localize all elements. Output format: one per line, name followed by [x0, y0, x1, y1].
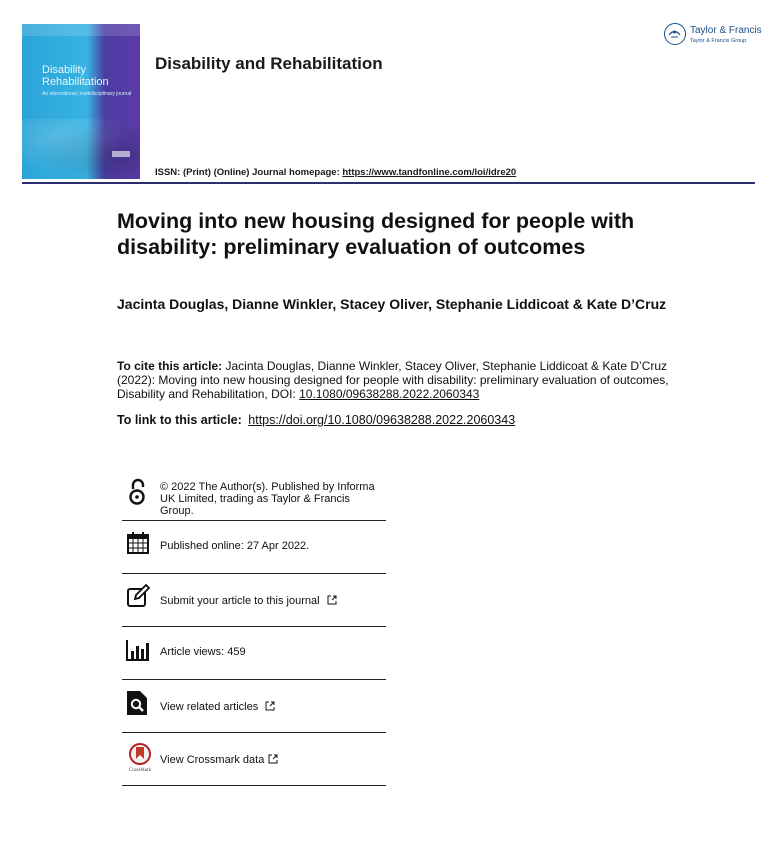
- article-link-line: [117, 413, 515, 427]
- license-item: [122, 469, 386, 521]
- crossmark-link[interactable]: [160, 754, 278, 766]
- open-access-icon: [126, 478, 152, 504]
- cover-publisher-logo: [112, 151, 130, 157]
- calendar-icon: [126, 531, 152, 557]
- published-date: Published online: 27 Apr 2022.: [160, 540, 310, 552]
- submit-article-label: Submit your article to this journal: [160, 595, 320, 607]
- issn-text: ISSN: (Print) (Online) Journal homepage:: [155, 167, 340, 178]
- publisher-logo: [664, 23, 764, 47]
- article-info-list: [122, 469, 386, 786]
- journal-cover-image: [22, 24, 140, 179]
- cover-wave-artwork: [22, 119, 140, 179]
- license-text: © 2022 The Author(s). Published by Informa UK Limited, trading as Taylor & Francis Group.: [160, 481, 375, 517]
- crossmark-label: View Crossmark data: [160, 754, 265, 766]
- article-authors: Jacinta Douglas, Dianne Winkler, Stacey Oliver, Stephanie Liddicoat & Kate D’Cruz: [117, 296, 667, 312]
- issn-line: [155, 167, 516, 178]
- article-url-link[interactable]: https://doi.org/10.1080/09638288.2022.2060343: [248, 413, 516, 427]
- article-title: Moving into new housing designed for people with disability: preliminary evaluation of outcomes: [117, 209, 635, 259]
- cite-text: Jacinta Douglas, Dianne Winkler, Stacey Oliver, Stephanie Liddicoat & Kate D’Cruz (2022): Moving into new housing designed for people with disability: preliminary evaluation of outcomes, Disability and Rehabilitation, DOI:: [117, 359, 669, 401]
- link-label: To link to this article:: [117, 413, 242, 427]
- edit-icon: [126, 584, 152, 610]
- external-link-icon: [265, 701, 275, 711]
- cover-title: Disability Rehabilitation: [42, 64, 109, 88]
- cite-label: To cite this article:: [117, 359, 223, 373]
- external-link-icon: [327, 595, 337, 605]
- publisher-logo-icon: [664, 23, 686, 45]
- related-articles-link[interactable]: [160, 701, 275, 713]
- publisher-tagline: Taylor & Francis Group: [690, 38, 747, 44]
- search-document-icon: [126, 690, 152, 716]
- submit-item[interactable]: [122, 574, 386, 627]
- bar-chart-icon: [126, 639, 152, 665]
- views-item: [122, 627, 386, 680]
- submit-article-link[interactable]: [160, 595, 337, 607]
- crossmark-logo-text: CrossMark: [128, 768, 152, 773]
- publisher-name: Taylor & Francis: [690, 25, 762, 36]
- cover-subtitle: An international, multidisciplinary journal: [42, 91, 132, 97]
- published-item: [122, 521, 386, 574]
- cover-top-band: [22, 24, 140, 36]
- header-divider: [22, 182, 755, 184]
- doi-link[interactable]: 10.1080/09638288.2022.2060343: [299, 387, 480, 401]
- journal-homepage-link[interactable]: https://www.tandfonline.com/loi/idre20: [342, 167, 517, 178]
- crossmark-item[interactable]: [122, 733, 386, 786]
- related-item[interactable]: [122, 680, 386, 733]
- journal-title: Disability and Rehabilitation: [155, 54, 383, 73]
- article-views: Article views: 459: [160, 646, 246, 658]
- crossmark-icon: [126, 743, 154, 773]
- external-link-icon: [268, 754, 278, 764]
- citation-block: [117, 359, 677, 401]
- related-articles-label: View related articles: [160, 701, 259, 713]
